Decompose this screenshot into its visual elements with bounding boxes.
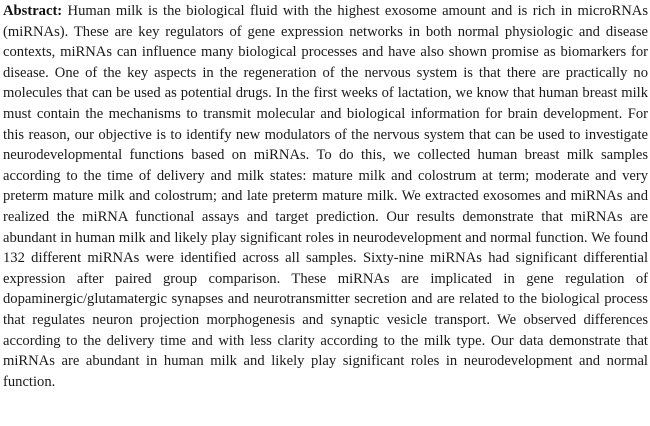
abstract-paragraph bbox=[3, 1, 648, 392]
abstract-body: Human milk is the biological fluid with the highest exosome amount and is rich in microRNAs (miRNAs). These are key regulators of gene expression networks in both normal physiologic and disease contexts, miRNAs can influence many biological processes and have also shown promise as biomarkers for disease. One of the key aspects in the regeneration of the nervous system is that there are practically no molecules that can be used as potential drugs. In the first weeks of lactation, we know that human breast milk must contain the mechanisms to transmit molecular and biological information for brain development. For this reason, our objective is to identify new modulators of the nervous system that can be used to investigate neurodevelopmental functions based on miRNAs. To do this, we collected human breast milk samples according to the time of delivery and milk states: mature milk and colostrum at term; moderate and very preterm mature milk and colostrum; and late preterm mature milk. We extracted exosomes and miRNAs and realized the miRNA functional assays and target prediction. Our results demonstrate that miRNAs are abundant in human milk and likely play significant roles in neurodevelopment and normal function. We found 132 different miRNAs were identified across all samples. Sixty-nine miRNAs had significant differential expression after paired group comparison. These miRNAs are implicated in gene regulation of dopaminergic/glutamatergic synapses and neurotransmitter secretion and are related to the biological process that regulates neuron projection morphogenesis and synaptic vesicle transport. We observed differences according to the delivery time and with less clarity according to the milk type. Our data demonstrate that miRNAs are abundant in human milk and likely play significant roles in neurodevelopment and normal function. bbox=[3, 3, 648, 390]
abstract-label: Abstract: bbox=[3, 3, 63, 19]
